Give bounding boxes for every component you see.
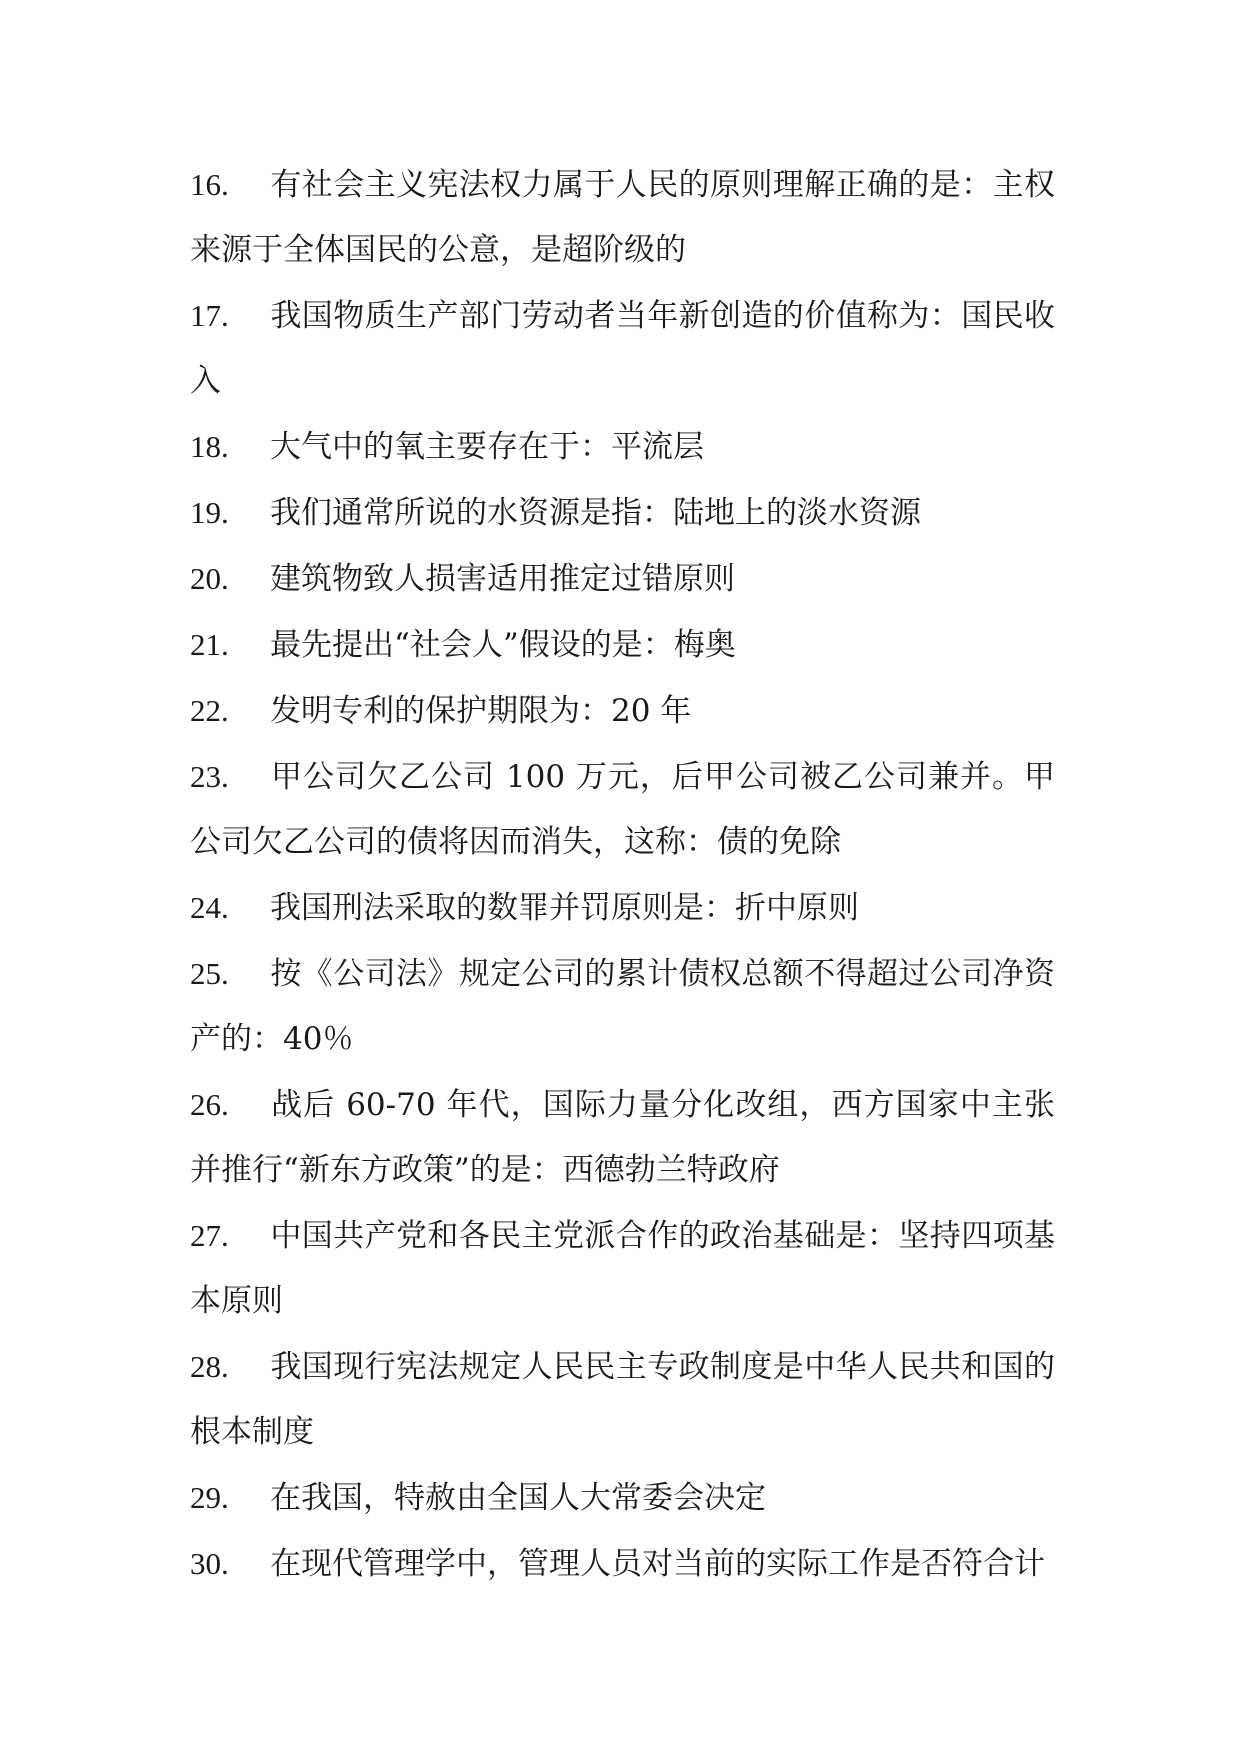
- list-item: [190, 1531, 1055, 1597]
- item-text: 我国现行宪法规定人民民主专政制度是中华人民共和国的根本制度: [190, 1349, 1055, 1450]
- numbered-list: [190, 152, 1055, 1597]
- item-text: 在现代管理学中，管理人员对当前的实际工作是否符合计: [270, 1546, 1045, 1582]
- list-item: [190, 414, 1055, 480]
- item-text: 我国刑法采取的数罪并罚原则是：折中原则: [270, 890, 859, 926]
- list-item: [190, 1465, 1055, 1531]
- list-item: [190, 678, 1055, 744]
- list-item: [190, 875, 1055, 941]
- item-text: 战后 60-70 年代，国际力量分化改组，西方国家中主张并推行“新东方政策”的是：西德勃兰特政府: [190, 1087, 1055, 1188]
- list-item: [190, 1072, 1055, 1203]
- item-text: 在我国，特赦由全国人大常委会决定: [270, 1480, 766, 1516]
- item-text: 大气中的氧主要存在于：平流层: [270, 429, 704, 465]
- item-number: 25.: [190, 956, 229, 991]
- item-number: 19.: [190, 495, 229, 530]
- list-item: [190, 1203, 1055, 1334]
- item-text: 甲公司欠乙公司 100 万元，后甲公司被乙公司兼并。甲公司欠乙公司的债将因而消失，这称：债的免除: [190, 759, 1055, 860]
- item-number: 16.: [190, 167, 229, 202]
- list-item: [190, 283, 1055, 414]
- item-number: 18.: [190, 429, 229, 464]
- item-number: 27.: [190, 1218, 229, 1253]
- item-number: 26.: [190, 1087, 229, 1122]
- item-number: 17.: [190, 298, 229, 333]
- list-item: [190, 480, 1055, 546]
- item-number: 24.: [190, 890, 229, 925]
- item-number: 21.: [190, 627, 229, 662]
- item-text: 我们通常所说的水资源是指：陆地上的淡水资源: [270, 495, 921, 531]
- item-number: 23.: [190, 759, 229, 794]
- list-item: [190, 744, 1055, 875]
- item-text: 最先提出“社会人”假设的是：梅奥: [270, 627, 736, 663]
- item-text: 有社会主义宪法权力属于人民的原则理解正确的是：主权来源于全体国民的公意，是超阶级的: [190, 167, 1055, 268]
- item-number: 30.: [190, 1546, 229, 1581]
- item-text: 按《公司法》规定公司的累计债权总额不得超过公司净资产的：40％: [190, 956, 1055, 1057]
- list-item: [190, 1334, 1055, 1465]
- item-number: 29.: [190, 1480, 229, 1515]
- item-text: 发明专利的保护期限为：20 年: [270, 693, 692, 729]
- item-number: 22.: [190, 693, 229, 728]
- item-number: 28.: [190, 1349, 229, 1384]
- list-item: [190, 612, 1055, 678]
- item-text: 我国物质生产部门劳动者当年新创造的价值称为：国民收入: [190, 298, 1055, 399]
- item-text: 建筑物致人损害适用推定过错原则: [270, 561, 735, 597]
- list-item: [190, 941, 1055, 1072]
- item-number: 20.: [190, 561, 229, 596]
- list-item: [190, 546, 1055, 612]
- list-item: [190, 152, 1055, 283]
- item-text: 中国共产党和各民主党派合作的政治基础是：坚持四项基本原则: [190, 1218, 1055, 1319]
